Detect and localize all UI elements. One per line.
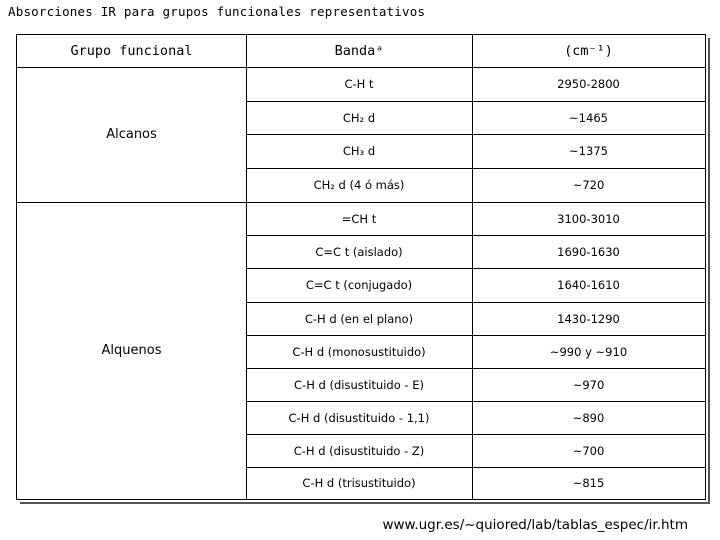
row-value: ~1465	[569, 110, 608, 125]
row-band: C-H t	[344, 77, 374, 91]
group-label-alcanos: Alcanos	[106, 127, 157, 142]
row-value: 1430-1290	[557, 311, 620, 326]
row-band: =CH t	[341, 211, 377, 226]
row-value: ~1375	[569, 144, 608, 158]
row-value: ~890	[572, 410, 605, 425]
row-value: ~720	[572, 178, 605, 192]
row-value: 1640-1610	[557, 278, 620, 292]
row-band: C=C t (aislado)	[315, 244, 403, 259]
row-value: ~700	[572, 443, 605, 458]
source-url: www.ugr.es/~quiored/lab/tablas_espec/ir.htm	[382, 517, 688, 533]
row-band: CH₃ d	[342, 144, 376, 158]
row-value: 1690-1630	[557, 244, 620, 259]
row-value: 3100-3010	[557, 211, 620, 226]
row-band: C-H d (monosustituido)	[292, 344, 426, 359]
row-band: C-H d (disustituido - E)	[294, 377, 424, 392]
row-band: C-H d (disustituido - 1,1)	[288, 410, 430, 425]
row-value: ~970	[572, 377, 605, 392]
row-band: CH₂ d	[342, 110, 376, 125]
row-band: C=C t (conjugado)	[305, 278, 413, 292]
header-unit: (cm⁻¹)	[564, 43, 613, 59]
row-value: 2950-2800	[557, 77, 620, 91]
header-band: Bandaᵃ	[334, 43, 384, 59]
row-value: ~815	[572, 476, 605, 490]
row-band: C-H d (disustituido - Z)	[293, 443, 425, 458]
ir-table	[16, 34, 706, 500]
page-title: Absorciones IR para grupos funcionales representativos	[8, 4, 426, 19]
row-value: ~990 y ~910	[549, 344, 628, 359]
row-band: CH₂ d (4 ó más)	[313, 178, 405, 192]
row-band: C-H d (en el plano)	[304, 311, 414, 326]
group-label-alquenos: Alquenos	[101, 343, 162, 358]
row-band: C-H d (trisustituido)	[302, 476, 416, 490]
header-group: Grupo funcional	[70, 43, 193, 59]
